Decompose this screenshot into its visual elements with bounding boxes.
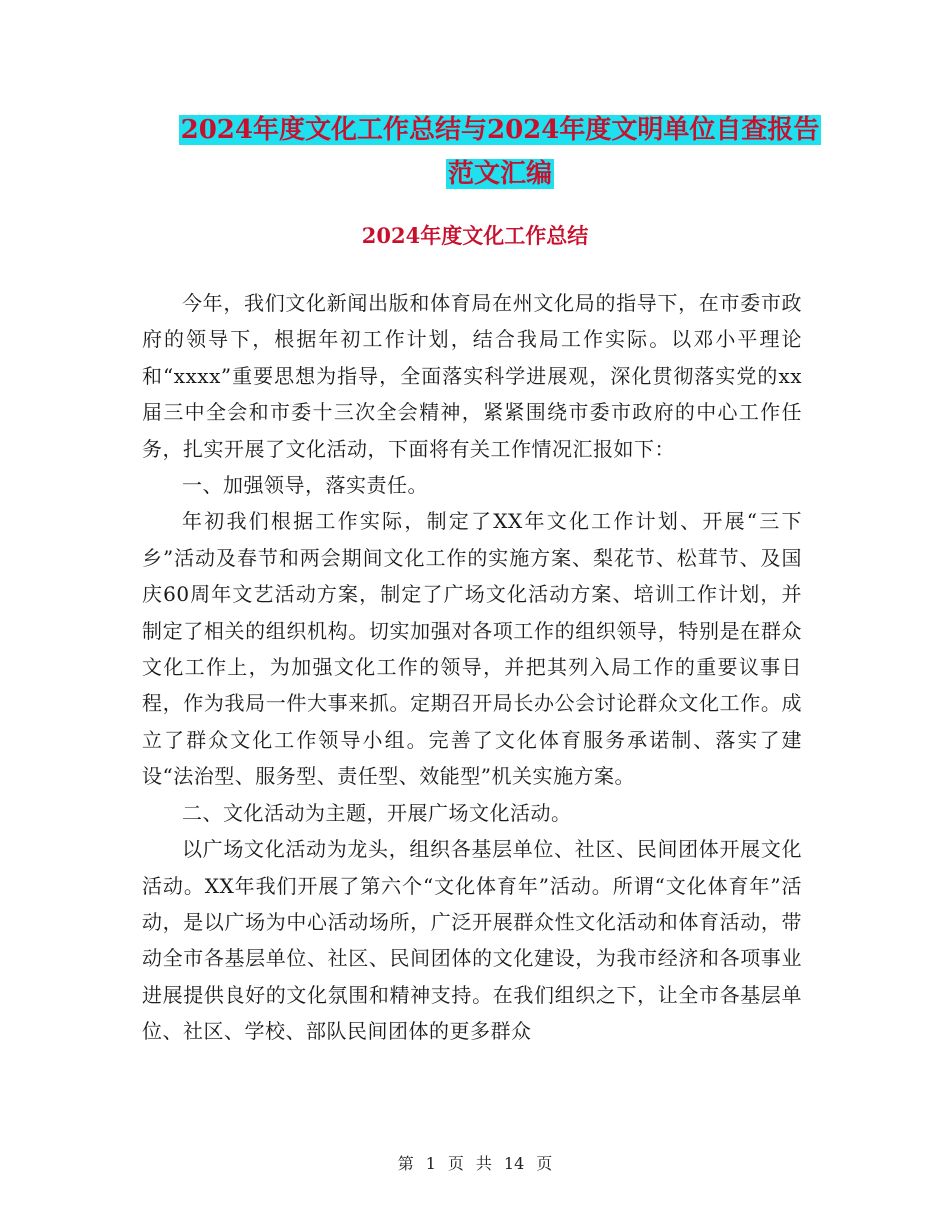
section-heading: 一、加强领导，落实责任。 [182, 473, 428, 498]
document-title-line-2 [120, 152, 880, 196]
document-body [142, 285, 802, 1050]
body-paragraph: 今年，我们文化新闻出版和体育局在州文化局的指导下，在市委市政府的领导下，根据年初工作计划，结合我局工作实际。以邓小平理论和“xxxx”重要思想为指导，全面落实科学进展观，深化贯彻落实党的xx届三中全会和市委十三次全会精神，紧紧围绕市委市政府的中心工作任务，扎实开展了文化活动，下面将有关工作情况汇报如下： [142, 291, 802, 461]
title-highlight: 2024年度文化工作总结与2024年度文明单位自查报告 [180, 115, 820, 145]
page-footer [0, 1152, 950, 1176]
footer-total-word: 共 [475, 1154, 492, 1173]
section-heading: 二、文化活动为主题，开展广场文化活动。 [182, 800, 572, 825]
title-highlight: 范文汇编 [447, 159, 552, 189]
body-paragraph: 年初我们根据工作实际，制定了XX年文化工作计划、开展“三下乡”活动及春节和两会期间文化工作的实施方案、梨花节、松茸节、及国庆60周年文艺活动方案，制定了广场文化活动方案、培训工作计划，并制定了相关的组织机构。切实加强对各项工作的组织领导，特别是在群众文化工作上，为加强文化工作的领导，并把其列入局工作的重要议事日程，作为我局一件大事来抓。定期召开局长办公会讨论群众文化工作。成立了群众文化工作领导小组。完善了文化体育服务承诺制、落实了建设“法治型、服务型、责任型、效能型”机关实施方案。 [142, 509, 802, 789]
footer-total-pages: 14 [503, 1154, 525, 1173]
footer-page-number: 1 [425, 1154, 436, 1173]
footer-total-unit: 页 [536, 1154, 553, 1173]
footer-page-unit: 页 [447, 1154, 464, 1173]
body-paragraph: 以广场文化活动为龙头，组织各基层单位、社区、民间团体开展文化活动。XX年我们开展了第六个“文化体育年”活动。所谓“文化体育年”活动，是以广场为中心活动场所，广泛开展群众性文化活动和体育活动，带动全市各基层单位、社区、民间团体的文化建设，为我市经济和各项事业进展提供良好的文化氛围和精神支持。在我们组织之下，让全市各基层单位、社区、学校、部队民间团体的更多群众 [142, 837, 802, 1044]
section-title: 2024年度文化工作总结 [361, 223, 589, 248]
document-title-line-1 [120, 108, 880, 152]
footer-page-word: 第 [397, 1154, 414, 1173]
